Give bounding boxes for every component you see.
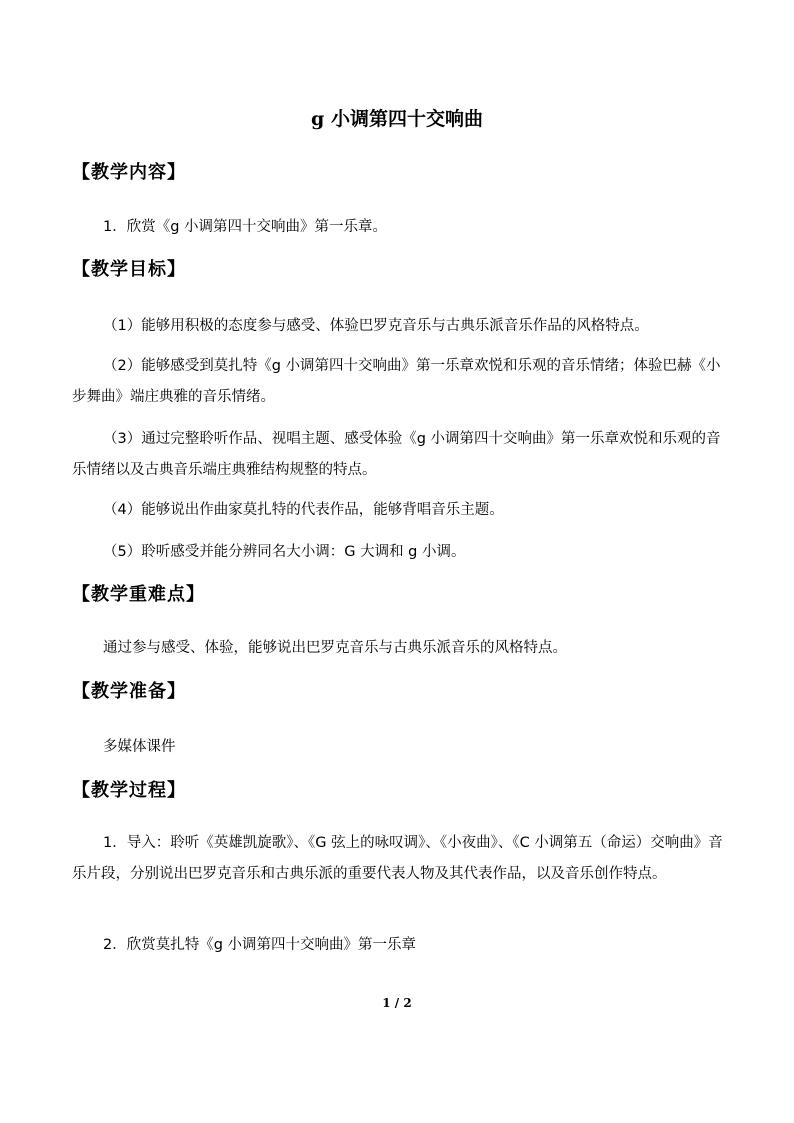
goal-item-1: （1）能够用积极的态度参与感受、体验巴罗克音乐与古典乐派音乐作品的风格特点。 xyxy=(103,318,649,334)
section-heading-key-points: 【教学重难点】 xyxy=(72,584,205,605)
document-title: g 小调第四十交响曲 xyxy=(311,108,483,130)
key-points-item-1: 通过参与感受、体验，能够说出巴罗克音乐与古典乐派音乐的风格特点。 xyxy=(103,640,567,656)
page-number: 1 / 2 xyxy=(382,996,412,1010)
section-heading-content: 【教学内容】 xyxy=(72,162,186,183)
goal-item-5: （5）聆听感受并能分辨同名大小调：G 大调和 g 小调。 xyxy=(103,544,466,560)
section-heading-process: 【教学过程】 xyxy=(72,780,186,801)
goal-item-3: （3）通过完整聆听作品、视唱主题、感受体验《g 小调第四十交响曲》第一乐章欢悦和乐观的音乐情绪以及古典音乐端庄典雅结构规整的特点。 xyxy=(72,431,721,478)
goal-item-2: （2）能够感受到莫扎特《g 小调第四十交响曲》第一乐章欢悦和乐观的音乐情绪；体验巴赫《小步舞曲》端庄典雅的音乐情绪。 xyxy=(72,358,721,405)
preparation-item-1: 多媒体课件 xyxy=(103,739,176,755)
goal-item-4: （4）能够说出作曲家莫扎特的代表作品，能够背唱音乐主题。 xyxy=(103,502,504,518)
content-item-1: 1．欣赏《g 小调第四十交响曲》第一乐章。 xyxy=(103,219,388,235)
process-item-1: 1．导入：聆听《英雄凯旋歌》、《G 弦上的咏叹调》、《小夜曲》、《C 小调第五（命运）交响曲》音乐片段，分别说出巴罗克音乐和古典乐派的重要代表人物及其代表作品，以及音乐创作特点。 xyxy=(72,835,723,882)
section-heading-preparation: 【教学准备】 xyxy=(72,681,186,702)
section-heading-goals: 【教学目标】 xyxy=(72,259,186,280)
process-item-2: 2．欣赏莫扎特《g 小调第四十交响曲》第一乐章 xyxy=(103,937,417,953)
